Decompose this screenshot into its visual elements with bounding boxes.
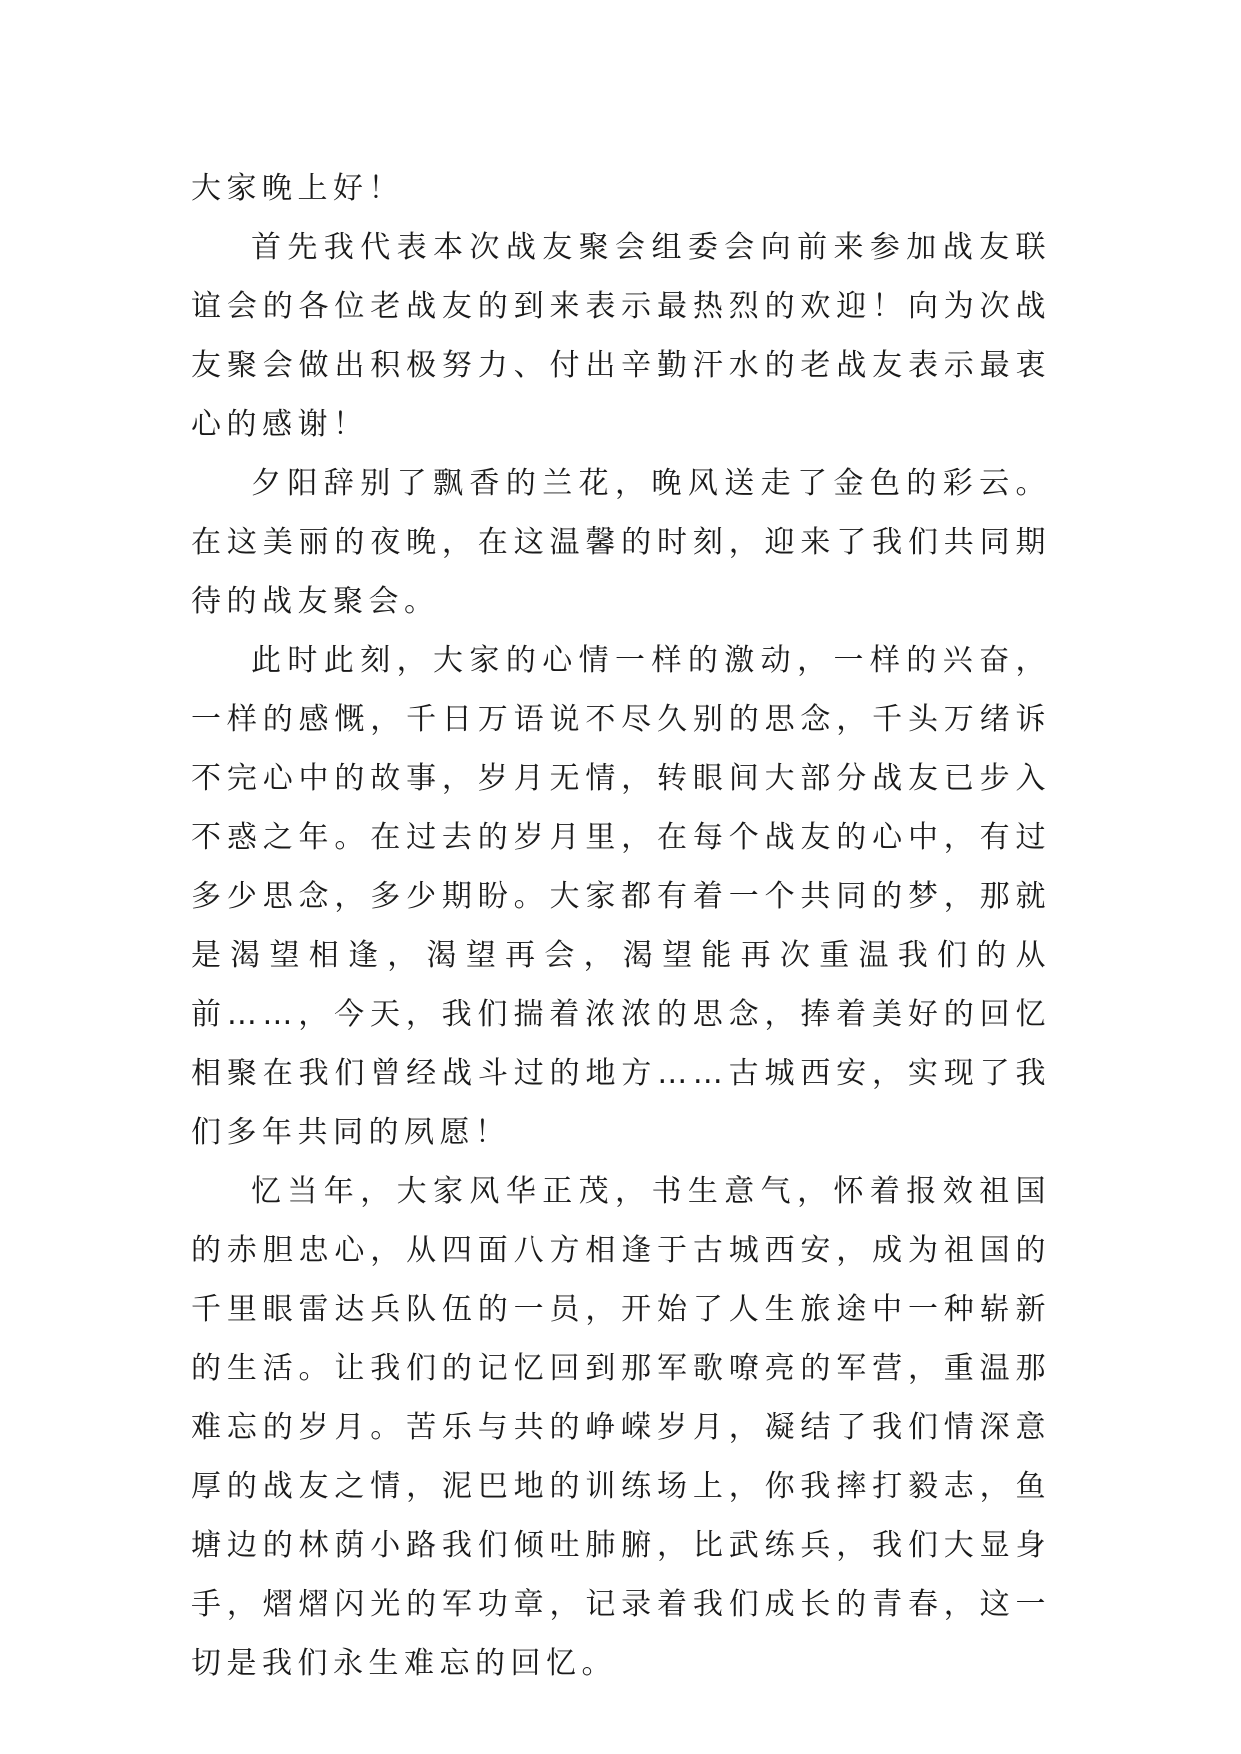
greeting-line: 大家晚上好！: [191, 171, 404, 206]
paragraph-this-moment: 此时此刻，大家的心情一样的激动，一样的兴奋，一样的感慨，千日万语说不尽久别的思念，千头万绪诉不完心中的故事，岁月无情，转眼间大部分战友已步入不惑之年。在过去的岁月里，在每个战友的心中，有过多少思念，多少期盼。大家都有着一个共同的梦，那就是渴望相逢，渴望再会，渴望能再次重温我们的从前……，今天，我们揣着浓浓的思念，捧着美好的回忆相聚在我们曾经战斗过的地方……古城西安，实现了我们多年共同的夙愿！: [191, 643, 1051, 1150]
paragraph-sunset: 夕阳辞别了飘香的兰花，晚风送走了金色的彩云。在这美丽的夜晚，在这温馨的时刻，迎来了我们共同期待的战友聚会。: [191, 466, 1051, 619]
document-body: [191, 159, 1051, 1693]
paragraph-memories: 忆当年，大家风华正茂，书生意气，怀着报效祖国的赤胆忠心，从四面八方相逢于古城西安，成为祖国的千里眼雷达兵队伍的一员，开始了人生旅途中一种崭新的生活。让我们的记忆回到那军歌嘹亮的军营，重温那难忘的岁月。苦乐与共的峥嵘岁月，凝结了我们情深意厚的战友之情，泥巴地的训练场上，你我摔打毅志，鱼塘边的林荫小路我们倾吐肺腑，比武练兵，我们大显身手，熠熠闪光的军功章，记录着我们成长的青春，这一切是我们永生难忘的回忆。: [191, 1174, 1051, 1681]
paragraph-welcome: 首先我代表本次战友聚会组委会向前来参加战友联谊会的各位老战友的到来表示最热烈的欢迎！向为次战友聚会做出积极努力、付出辛勤汗水的老战友表示最衷心的感谢！: [191, 230, 1051, 442]
